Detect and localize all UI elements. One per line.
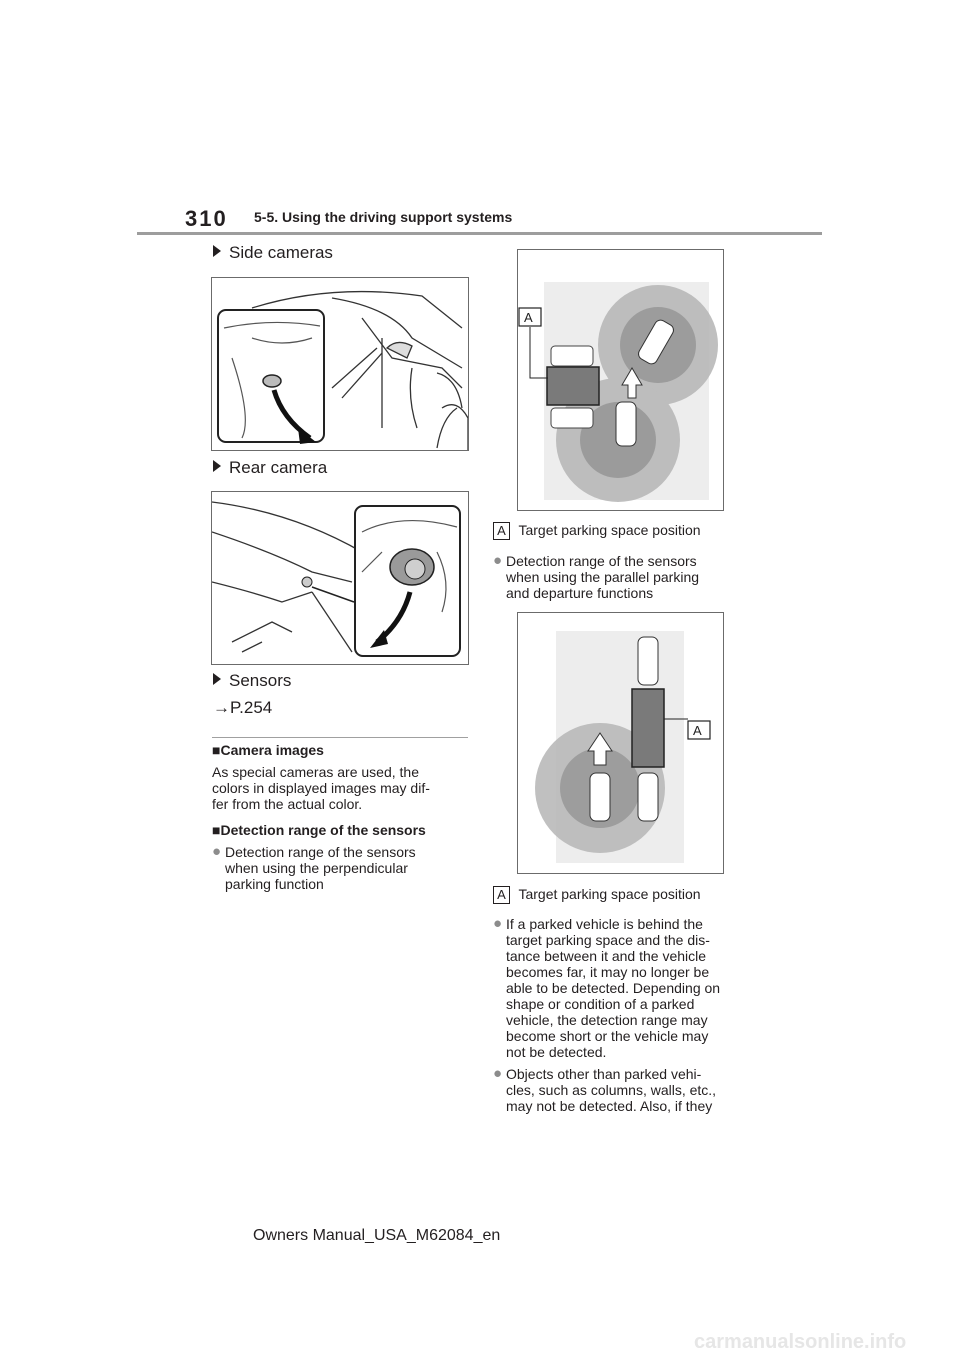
detection-heading	[212, 822, 426, 838]
text-line: fer from the actual color.	[212, 796, 363, 812]
parallel-bullet	[493, 552, 502, 570]
page-number: 310	[185, 206, 228, 231]
objects-note-paragraph	[506, 1066, 716, 1114]
sensors-ref-link[interactable]: P.254	[230, 698, 273, 717]
text-line: As special cameras are used, the	[212, 764, 419, 780]
square-bullet-icon: ■	[212, 742, 221, 758]
target-label-text: Target parking space position	[518, 522, 701, 538]
caption-arrow-icon	[213, 460, 221, 472]
text-line: Detection range of the sensors	[506, 553, 697, 569]
text-line: become short or the vehicle may	[506, 1028, 709, 1044]
text-line: may not be detected. Also, if they	[506, 1098, 713, 1114]
parallel-parking-figure	[517, 612, 724, 874]
round-bullet-icon: ●	[493, 1065, 503, 1082]
callout-a-label: A	[524, 310, 533, 325]
detection-heading-text: Detection range of the sensors	[220, 822, 426, 838]
section-title: 5-5. Using the driving support systems	[254, 209, 513, 225]
detection-note-paragraph	[506, 916, 720, 1060]
camera-images-heading	[212, 742, 324, 758]
footer-doc-id: Owners Manual_USA_M62084_en	[253, 1227, 501, 1244]
text-line: becomes far, it may no longer be	[506, 964, 710, 980]
side-camera-illustration	[212, 278, 468, 450]
round-bullet-icon: ●	[212, 843, 222, 860]
rear-camera-illustration	[212, 492, 468, 664]
sensors-label: Sensors	[229, 671, 292, 690]
text-line: not be detected.	[506, 1044, 607, 1060]
text-line: parking function	[225, 876, 324, 892]
detection-paragraph	[225, 844, 416, 892]
text-line: If a parked vehicle is behind the	[506, 916, 703, 932]
text-line: colors in displayed images may dif-	[212, 780, 430, 796]
section-divider	[212, 737, 468, 738]
sensors-caption	[213, 671, 291, 691]
watermark-logo	[694, 1330, 956, 1354]
round-bullet-icon: ●	[493, 552, 503, 569]
rear-camera-figure	[211, 491, 469, 665]
target-label-2	[493, 886, 701, 904]
rear-camera-caption	[213, 458, 327, 478]
text-line: and departure functions	[506, 585, 654, 601]
text-line: Detection range of the sensors	[225, 844, 416, 860]
caption-arrow-icon	[213, 245, 221, 257]
target-label-text: Target parking space position	[518, 886, 701, 902]
text-line: vehicle, the detection range may	[506, 1012, 708, 1028]
detection-note-bullet	[493, 915, 502, 933]
text-line: tance between it and the vehicle	[506, 948, 707, 964]
callout-a-label: A	[693, 723, 702, 738]
camera-images-paragraph	[212, 764, 430, 812]
parallel-parking-diagram	[518, 613, 723, 873]
detection-bullet	[212, 843, 221, 861]
side-cameras-caption	[213, 243, 333, 263]
callout-a-badge: A	[493, 886, 510, 904]
perpendicular-parking-figure	[517, 249, 724, 511]
text-line: Objects other than parked vehi-	[506, 1066, 702, 1082]
text-line: cles, such as columns, walls, etc.,	[506, 1082, 717, 1098]
camera-images-heading-text: Camera images	[220, 742, 324, 758]
arrow-right-icon: →	[213, 698, 230, 717]
text-line: when using the perpendicular	[225, 860, 408, 876]
text-line: when using the parallel parking	[506, 569, 700, 585]
callout-a-badge: A	[493, 522, 510, 540]
header-rule	[137, 232, 822, 235]
round-bullet-icon: ●	[493, 915, 503, 932]
svg-text:carmanualsonline.info: carmanualsonline.info	[694, 1331, 907, 1353]
side-cameras-label: Side cameras	[229, 243, 333, 262]
perpendicular-parking-diagram	[518, 250, 723, 510]
square-bullet-icon: ■	[212, 822, 221, 838]
caption-arrow-icon	[213, 673, 221, 685]
text-line: shape or condition of a parked	[506, 996, 695, 1012]
text-line: target parking space and the dis-	[506, 932, 710, 948]
text-line: able to be detected. Depending on	[506, 980, 721, 996]
side-camera-figure	[211, 277, 469, 451]
objects-note-bullet	[493, 1065, 502, 1083]
sensors-reference[interactable]	[213, 698, 272, 718]
rear-camera-label: Rear camera	[229, 458, 328, 477]
parallel-paragraph	[506, 553, 699, 601]
target-label-1	[493, 522, 701, 540]
